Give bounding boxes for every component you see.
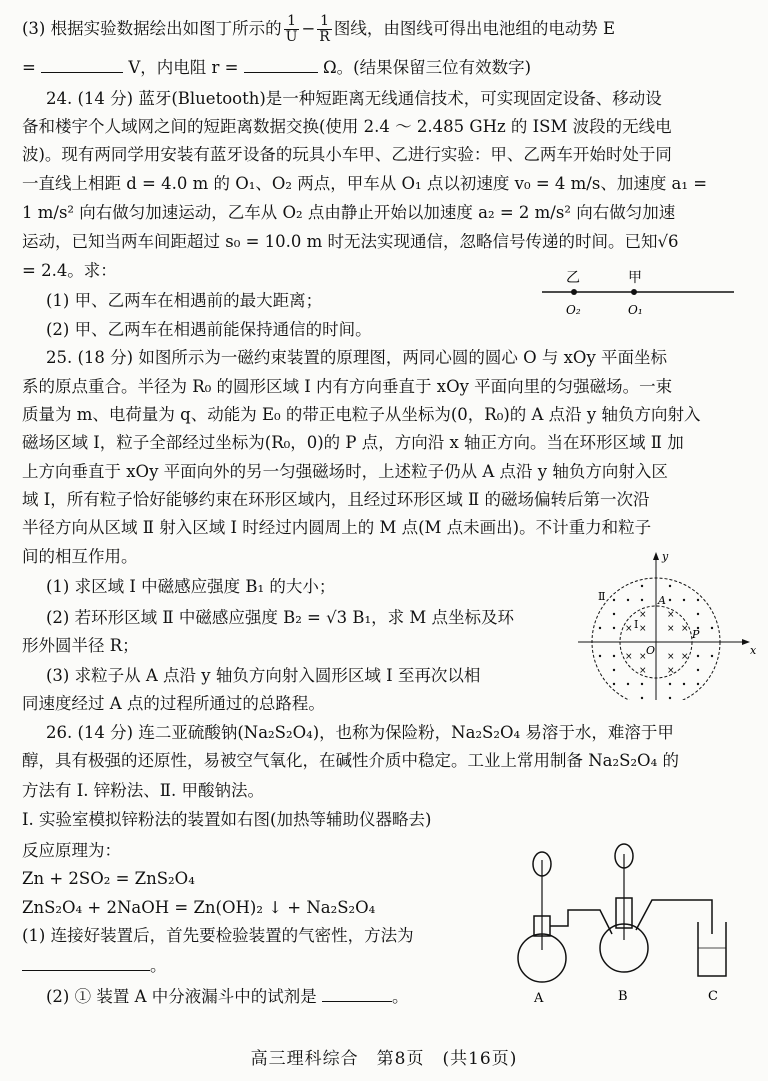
field-out-of-page-mark [669, 683, 671, 685]
fraction-1-over-r: $\frac{1}{R}$ [319, 13, 330, 45]
q25-sub-1: (1) 求区域 Ⅰ 中磁感应强度 B₁ 的大小； [46, 577, 336, 596]
x-label: x [750, 644, 757, 657]
q26-line-1: 26. (14 分) 连二亚硫酸钠(Na₂S₂O₄)，也称为保险粉，Na₂S₂O₄ 易溶于水，难溶于甲 [46, 723, 674, 742]
field-out-of-page-mark [669, 599, 671, 601]
q25-line-8: 间的相互作用。 [22, 547, 138, 566]
field-out-of-page-mark [641, 683, 643, 685]
q24-sub-2: (2) 甲、乙两车在相遇前能保持通信的时间。 [46, 320, 372, 339]
q25-line-1: 25. (18 分) 如图所示为一磁约束装置的原理图，两同心圆的圆心 O 与 xOy 平面坐标 [46, 348, 668, 367]
field-out-of-page-mark [697, 683, 699, 685]
field-into-page-mark: × [639, 624, 647, 634]
label-a: A [534, 991, 544, 1006]
q26-sub-2: (2) ① 装置 A 中分液漏斗中的试剂是 。 [46, 987, 409, 1006]
point-p-label: P [692, 628, 700, 641]
answer-blank-emf[interactable] [41, 56, 123, 73]
page-footer: 高三理科综合 第8页 (共16页) [250, 1049, 518, 1069]
region-2-label: Ⅱ [598, 590, 606, 603]
q25-line-7: 半径方向从区域 Ⅱ 射入区域 Ⅰ 时经过内圆周上的 M 点(M 点未画出)。不计重力和粒子 [22, 518, 652, 537]
field-out-of-page-mark [613, 599, 615, 601]
field-out-of-page-mark [613, 669, 615, 671]
label-jia: 甲 [628, 270, 642, 286]
field-out-of-page-mark [599, 627, 601, 629]
q26-equation-2: ZnS₂O₄ + 2NaOH = Zn(OH)₂ ↓ + Na₂S₂O₄ [22, 898, 376, 917]
q24-line-1: 24. (14 分) 蓝牙(Bluetooth)是一种短距离无线通信技术，可实现固定设备、移动设 [46, 89, 662, 108]
q25-line-2: 系的原点重合。半径为 R₀ 的圆形区域 Ⅰ 内有方向垂直于 xOy 平面向里的匀强磁场。一束 [22, 377, 673, 396]
q24-line-2: 备和楼宇个人域网之间的短距离数据交换(使用 2.4 ～ 2.485 GHz 的 ISM 波段的无线电 [22, 117, 672, 136]
region-1-label: Ⅰ [634, 618, 639, 631]
point-a-label: A [658, 594, 666, 607]
label-o1: O₁ [628, 303, 643, 317]
field-into-page-mark: × [625, 652, 633, 662]
field-out-of-page-mark [697, 599, 699, 601]
q26-section-1: Ⅰ. 实验室模拟锌粉法的装置如右图(加热等辅助仪器略去) [22, 810, 432, 829]
q25-magnetic-field-figure [568, 550, 768, 700]
x-axis-arrow [742, 639, 750, 645]
q24-line-7: = 2.4。求： [22, 261, 117, 280]
origin-label: O [646, 644, 656, 657]
answer-blank-reagent[interactable] [322, 985, 392, 1002]
field-into-page-mark: × [667, 610, 675, 620]
field-into-page-mark: × [681, 652, 689, 662]
label-b: B [618, 989, 628, 1004]
field-out-of-page-mark [599, 655, 601, 657]
q26-line-2: 醇，具有极强的还原性，易被空气氧化，在碱性介质中稳定。工业上常用制备 Na₂S₂O₄ 的 [22, 751, 679, 770]
q26-sub-1-answer: 。 [22, 954, 748, 977]
field-out-of-page-mark [711, 655, 713, 657]
q24-line-5: 1 m/s² 向右做匀加速运动，乙车从 O₂ 点由静止开始以加速度 a₂ = 2 m/s² 向右做匀加速 [22, 203, 676, 222]
q23-part3-post: 图线，由图线可得出电池组的电动势 E [333, 19, 616, 38]
q26-equation-1: Zn + 2SO₂ = ZnS₂O₄ [22, 869, 195, 888]
y-label: y [662, 550, 669, 563]
field-out-of-page-mark [711, 627, 713, 629]
field-out-of-page-mark [641, 599, 643, 601]
label-o2: O₂ [566, 303, 581, 317]
field-out-of-page-mark [683, 683, 685, 685]
q23-answer-line: = V，内电阻 r = Ω。(结果保留三位有效数字) [22, 58, 532, 77]
tube-a-b [550, 910, 612, 934]
field-out-of-page-mark [627, 599, 629, 601]
field-out-of-page-mark [697, 669, 699, 671]
q24-line-4: 一直线上相距 d = 4.0 m 的 O₁、O₂ 两点，甲车从 O₁ 点以初速度 v₀ = 4 m/s、加速度 a₁ = [22, 174, 708, 193]
q26-line-3: 方法有 Ⅰ. 锌粉法、Ⅱ. 甲酸钠法。 [22, 781, 264, 800]
q25-sub-3b: 同速度经过 A 点的过程所通过的总路程。 [22, 694, 325, 713]
field-out-of-page-mark [627, 683, 629, 685]
q25-sub-3a: (3) 求粒子从 A 点沿 y 轴负方向射入圆形区域 Ⅰ 至再次以相 [46, 666, 481, 685]
field-out-of-page-mark [613, 627, 615, 629]
label-yi: 乙 [566, 270, 580, 286]
field-out-of-page-mark [613, 613, 615, 615]
field-out-of-page-mark [669, 585, 671, 587]
answer-blank-airtightness[interactable] [22, 954, 150, 971]
q23-part3-pre: (3) 根据实验数据绘出如图丁所示的 [22, 19, 282, 38]
q24-sub-1: (1) 甲、乙两车在相遇前的最大距离； [46, 291, 323, 310]
answer-blank-resistance[interactable] [244, 56, 318, 73]
point-o1 [631, 289, 637, 295]
label-c: C [708, 989, 718, 1004]
q24-car-line-figure [538, 262, 738, 322]
field-into-page-mark: × [667, 666, 675, 676]
q25-sub-2a: (2) 若环形区域 Ⅱ 中磁感应强度 B₂ = √3 B₁，求 M 点坐标及环 [46, 608, 515, 627]
field-out-of-page-mark [669, 697, 671, 699]
q26-sub-1: (1) 连接好装置后，首先要检验装置的气密性，方法为 [22, 926, 414, 945]
field-into-page-mark: × [681, 624, 689, 634]
q26-principle: 反应原理为： [22, 841, 121, 860]
q26-apparatus-figure [512, 830, 752, 1008]
q25-line-5: 上方向垂直于 xOy 平面向外的另一匀强磁场时，上述粒子仍从 A 点沿 y 轴负方向射入区 [22, 462, 668, 481]
field-out-of-page-mark [697, 613, 699, 615]
tube-b-c [636, 900, 712, 934]
fraction-1-over-u: $\frac{1}{U}$ [285, 13, 298, 45]
field-into-page-mark: × [639, 610, 647, 620]
field-into-page-mark: × [667, 652, 675, 662]
q25-line-4: 磁场区域 Ⅰ，粒子全部经过坐标为(R₀，0)的 P 点，方向沿 x 轴正方向。当在环形区域 Ⅱ 加 [22, 433, 684, 452]
field-out-of-page-mark [613, 655, 615, 657]
field-out-of-page-mark [697, 655, 699, 657]
point-o2 [571, 289, 577, 295]
field-into-page-mark: × [639, 666, 647, 676]
q23-part3-line: (3) 根据实验数据绘出如图丁所示的 $\frac{1}{U}$ − $\frac{1}{R}$ 图线，由图线可得出电池组的电动势 E [22, 13, 616, 45]
q24-line-3: 波)。现有两同学用安装有蓝牙设备的玩具小车甲、乙进行实验：甲、乙两车开始时处于同 [22, 145, 672, 164]
field-into-page-mark: × [625, 624, 633, 634]
q25-line-6: 域 Ⅰ，所有粒子恰好能够约束在环形区域内，且经过环形区域 Ⅱ 的磁场偏转后第一次沿 [22, 490, 650, 509]
field-into-page-mark: × [667, 624, 675, 634]
q24-line-6: 运动，已知当两车间距超过 s₀ = 10.0 m 时无法实现通信，忽略信号传递的时间。已知√6 [22, 232, 679, 251]
q25-sub-2b: 形外圆半径 R； [22, 636, 139, 655]
field-out-of-page-mark [641, 585, 643, 587]
y-axis-arrow [653, 552, 659, 560]
field-into-page-mark: × [639, 652, 647, 662]
field-out-of-page-mark [613, 683, 615, 685]
field-out-of-page-mark [641, 697, 643, 699]
q25-line-3: 质量为 m、电荷量为 q、动能为 E₀ 的带正电粒子从坐标为(0，R₀)的 A 点沿 y 轴负方向射入 [22, 405, 701, 424]
field-out-of-page-mark [683, 599, 685, 601]
